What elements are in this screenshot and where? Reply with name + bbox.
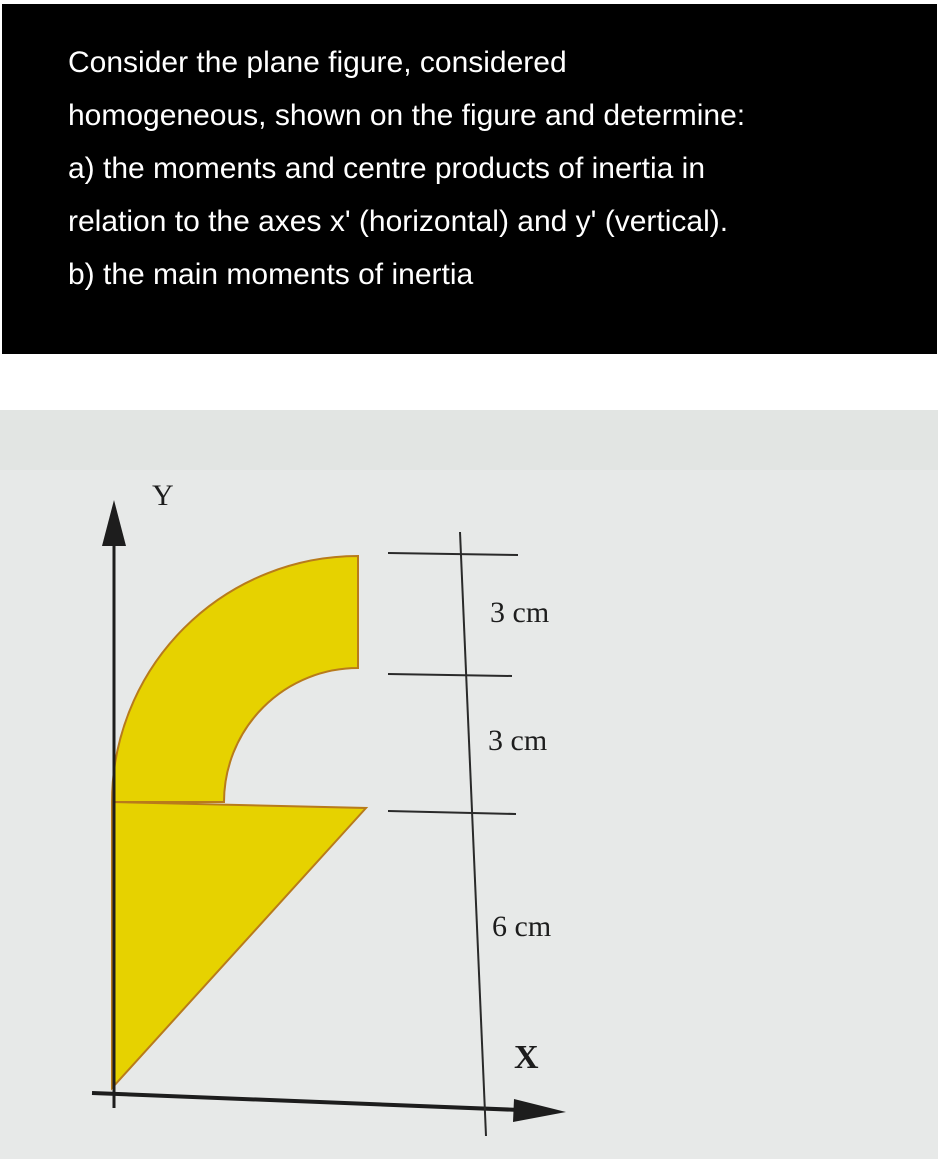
figure-photo <box>0 410 938 1159</box>
figure-diagram <box>0 410 938 1159</box>
problem-line: relation to the axes x' (horizontal) and y' (vertical). <box>68 205 729 238</box>
x-axis-label: X <box>514 1039 539 1076</box>
paper-shade <box>0 410 938 470</box>
problem-statement <box>2 4 937 354</box>
problem-line: b) the main moments of inertia <box>68 258 474 291</box>
dimension-label: 3 cm <box>490 596 550 629</box>
y-axis-label: Y <box>152 479 174 512</box>
problem-line: a) the moments and centre products of inertia in <box>68 152 706 185</box>
dimension-label: 6 cm <box>492 910 552 943</box>
problem-line: Consider the plane figure, considered <box>68 46 567 79</box>
problem-line: homogeneous, shown on the figure and determine: <box>68 99 746 132</box>
dimension-label: 3 cm <box>488 724 548 757</box>
